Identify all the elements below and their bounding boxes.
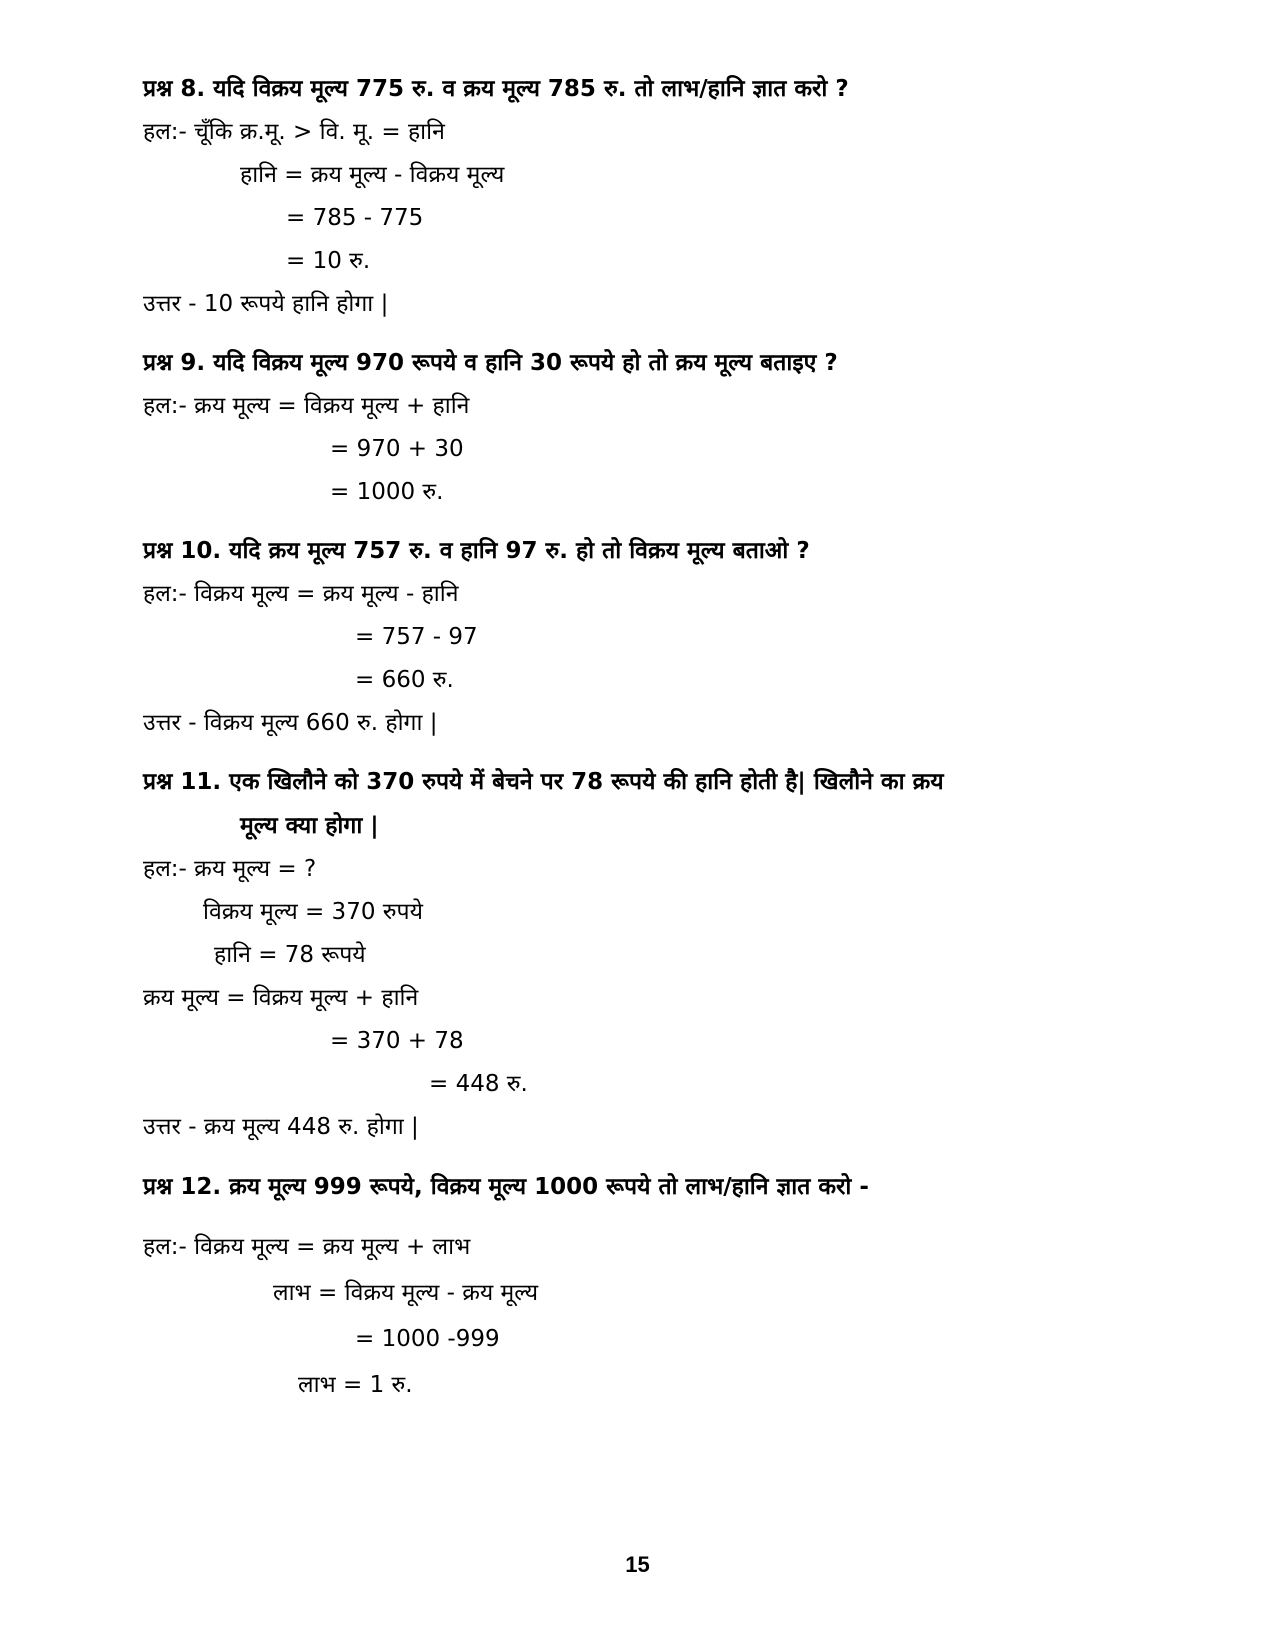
q9-solution-line-2: = 970 + 30 [330,436,464,462]
q10-solution-line-3: = 660 रु. [355,667,454,693]
q11-solution-line-4: क्रय मूल्य = विक्रय मूल्य + हानि [143,985,419,1011]
question-9: प्रश्न 9. यदि विक्रय मूल्य 970 रूपये व हानि 30 रूपये हो तो क्रय मूल्य बताइए ? [143,350,838,376]
q12-solution-line-3: = 1000 -999 [355,1326,500,1352]
question-10: प्रश्न 10. यदि क्रय मूल्य 757 रु. व हानि 97 रु. हो तो विक्रय मूल्य बताओ ? [143,538,810,564]
q10-answer: उत्तर - विक्रय मूल्य 660 रु. होगा | [143,710,438,736]
question-11-line-1: प्रश्न 11. एक खिलौने को 370 रुपये में बेचने पर 78 रूपये की हानि होती है| खिलौने का क्रय [143,769,944,795]
q11-solution-line-3: हानि = 78 रूपये [214,942,366,968]
question-8: प्रश्न 8. यदि विक्रय मूल्य 775 रु. व क्रय मूल्य 785 रु. तो लाभ/हानि ज्ञात करो ? [143,76,849,102]
question-12: प्रश्न 12. क्रय मूल्य 999 रूपये, विक्रय मूल्य 1000 रूपये तो लाभ/हानि ज्ञात करो - [143,1174,869,1200]
question-11-line-2: मूल्य क्या होगा | [240,813,379,839]
q8-solution-line-3: = 785 - 775 [286,205,424,231]
q12-solution-line-1: हल:- विक्रय मूल्य = क्रय मूल्य + लाभ [143,1234,471,1260]
q9-solution-line-3: = 1000 रु. [330,479,444,505]
q12-solution-line-2: लाभ = विक्रय मूल्य - क्रय मूल्य [273,1280,539,1306]
q11-answer: उत्तर - क्रय मूल्य 448 रु. होगा | [143,1114,419,1140]
q8-solution-line-2: हानि = क्रय मूल्य - विक्रय मूल्य [240,162,505,188]
q9-solution-line-1: हल:- क्रय मूल्य = विक्रय मूल्य + हानि [143,393,470,419]
q12-solution-line-4: लाभ = 1 रु. [298,1372,413,1398]
q8-solution-line-1: हल:- चूँकि क्र.मू. > वि. मू. = हानि [143,119,445,145]
q10-solution-line-1: हल:- विक्रय मूल्य = क्रय मूल्य - हानि [143,581,459,607]
q11-solution-line-5: = 370 + 78 [330,1028,464,1054]
q8-solution-line-4: = 10 रु. [286,248,371,274]
q11-solution-line-2: विक्रय मूल्य = 370 रुपये [203,899,423,925]
q10-solution-line-2: = 757 - 97 [355,624,478,650]
q11-solution-line-6: = 448 रु. [429,1071,528,1097]
q8-answer: उत्तर - 10 रूपये हानि होगा | [143,291,389,317]
page-number: 15 [625,1552,650,1577]
q11-solution-line-1: हल:- क्रय मूल्य = ? [143,856,317,882]
